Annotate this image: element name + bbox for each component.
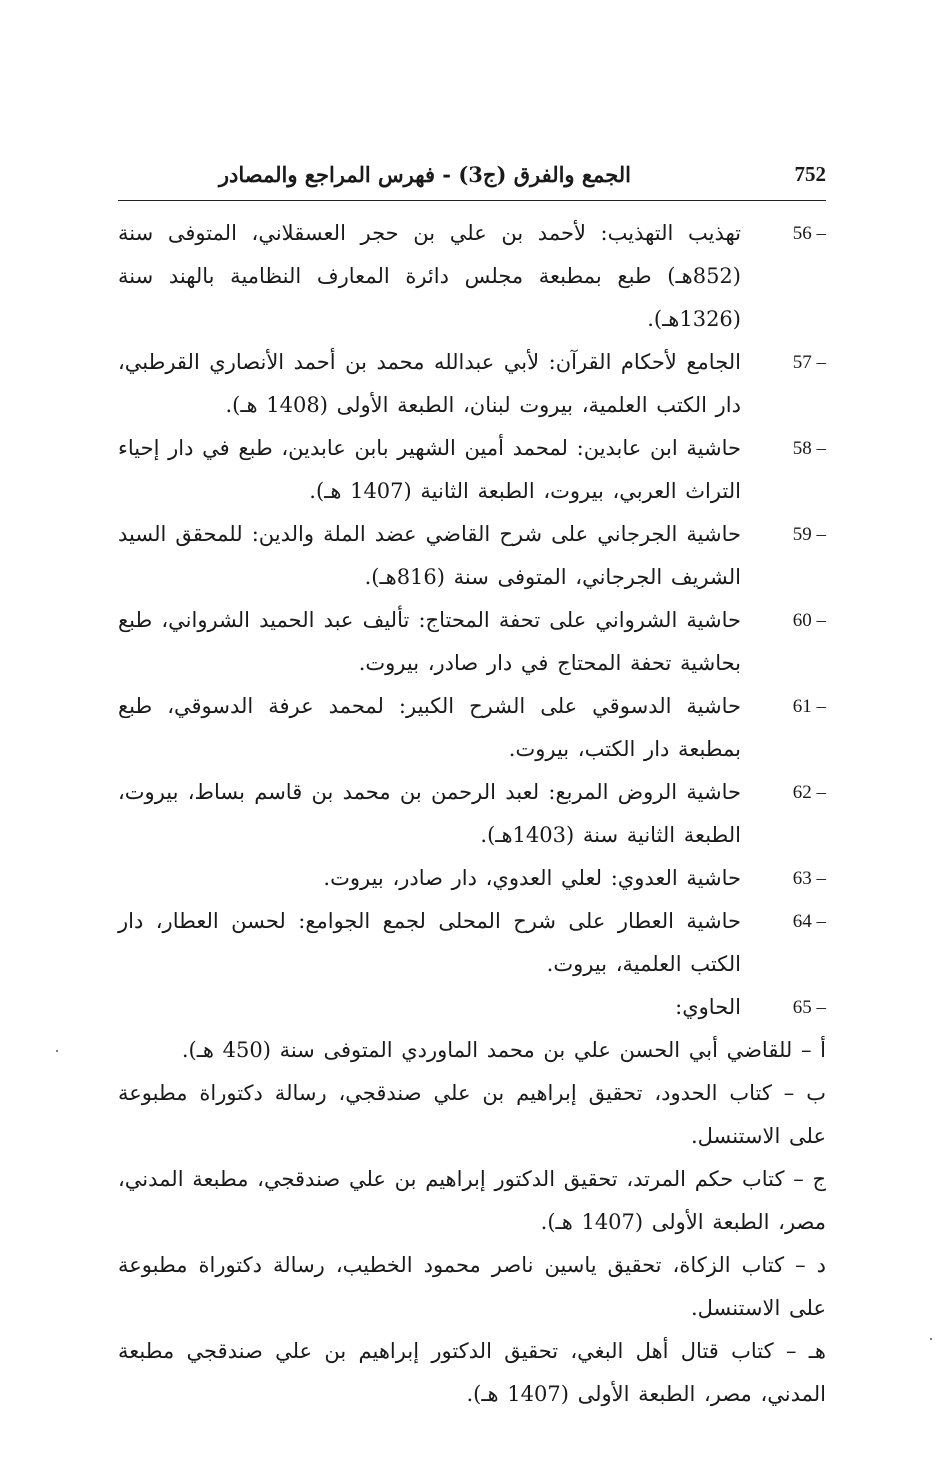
bibliography-entry xyxy=(118,427,826,513)
entry-number: 59 – xyxy=(792,524,826,545)
sub-entry: ب – كتاب الحدود، تحقيق إبراهيم بن علي صندقجي، رسالة دكتوراة مطبوعة على الاستنسل. xyxy=(118,1081,826,1148)
bibliography-entry xyxy=(118,771,826,857)
bibliography-entry xyxy=(118,685,826,771)
bibliography-entry xyxy=(118,212,826,341)
entry-text: حاشية الدسوقي على الشرح الكبير: لمحمد عرفة الدسوقي، طبع بمطبعة دار الكتب، بيروت. xyxy=(118,694,741,761)
sub-entry: ج – كتاب حكم المرتد، تحقيق الدكتور إبراهيم بن علي صندقجي، مطبعة المدني، مصر، الطبعة الأولى (1407 هـ). xyxy=(118,1167,826,1234)
header-rule xyxy=(118,200,826,201)
bibliography-entry xyxy=(118,857,826,900)
entry-text: تهذيب التهذيب: لأحمد بن علي بن حجر العسقلاني، المتوفى سنة (852هـ) طبع بمطبعة مجلس دائرة المعارف النظامية بالهند سنة (1326هـ). xyxy=(118,221,741,331)
entry-number: 65 – xyxy=(792,997,826,1018)
entry-number: 61 – xyxy=(792,696,826,717)
bibliography-entry xyxy=(118,986,826,1029)
entry-text: حاشية الشرواني على تحفة المحتاج: تأليف عبد الحميد الشرواني، طبع بحاشية تحفة المحتاج في دار صادر، بيروت. xyxy=(118,608,741,675)
bibliography-entry xyxy=(118,341,826,427)
sub-entry: هـ – كتاب قتال أهل البغي، تحقيق الدكتور إبراهيم بن علي صندقجي مطبعة المدني، مصر، الطبعة الأولى (1407 هـ). xyxy=(118,1339,826,1406)
entry-number: 58 – xyxy=(792,438,826,459)
entry-number: 56 – xyxy=(792,223,826,244)
entry-number: 62 – xyxy=(792,782,826,803)
page-number: 752 xyxy=(794,162,826,186)
entry-number: 64 – xyxy=(792,911,826,932)
scan-speck xyxy=(930,1338,932,1340)
page-header xyxy=(118,160,826,202)
scan-speck xyxy=(56,1050,58,1052)
bibliography-entry xyxy=(118,599,826,685)
entry-text: حاشية الجرجاني على شرح القاضي عضد الملة والدين: للمحقق السيد الشريف الجرجاني، المتوفى سنة (816هـ). xyxy=(118,522,741,589)
entry-text: حاشية ابن عابدين: لمحمد أمين الشهير بابن عابدين، طبع في دار إحياء التراث العربي، بيروت، الطبعة الثانية (1407 هـ). xyxy=(118,436,741,503)
running-title: الجمع والفرق (ج3) - فهرس المراجع والمصادر xyxy=(218,162,631,187)
bibliography-list xyxy=(118,212,826,1416)
sub-entry: أ – للقاضي أبي الحسن علي بن محمد الماوردي المتوفى سنة (450 هـ). xyxy=(181,1038,826,1062)
entry-text: حاشية الروض المربع: لعبد الرحمن بن محمد بن قاسم بساط، بيروت، الطبعة الثانية سنة (1403هـ). xyxy=(118,780,741,847)
bibliography-entry xyxy=(118,513,826,599)
entry-text: حاشية العدوي: لعلي العدوي، دار صادر، بيروت. xyxy=(323,866,741,890)
sub-entry-list xyxy=(118,1029,826,1416)
bibliography-entry xyxy=(118,900,826,986)
entry-number: 63 – xyxy=(792,868,826,889)
entry-number: 57 – xyxy=(792,352,826,373)
entry-text: الجامع لأحكام القرآن: لأبي عبدالله محمد بن أحمد الأنصاري القرطبي، دار الكتب العلمية، بيروت لبنان، الطبعة الأولى (1408 هـ). xyxy=(118,350,741,417)
entry-text: الحاوي: xyxy=(675,995,741,1019)
entry-text: حاشية العطار على شرح المحلى لجمع الجوامع: لحسن العطار، دار الكتب العلمية، بيروت. xyxy=(118,909,741,976)
entry-number: 60 – xyxy=(792,610,826,631)
sub-entry: د – كتاب الزكاة، تحقيق ياسين ناصر محمود الخطيب، رسالة دكتوراة مطبوعة على الاستنسل. xyxy=(118,1253,826,1320)
